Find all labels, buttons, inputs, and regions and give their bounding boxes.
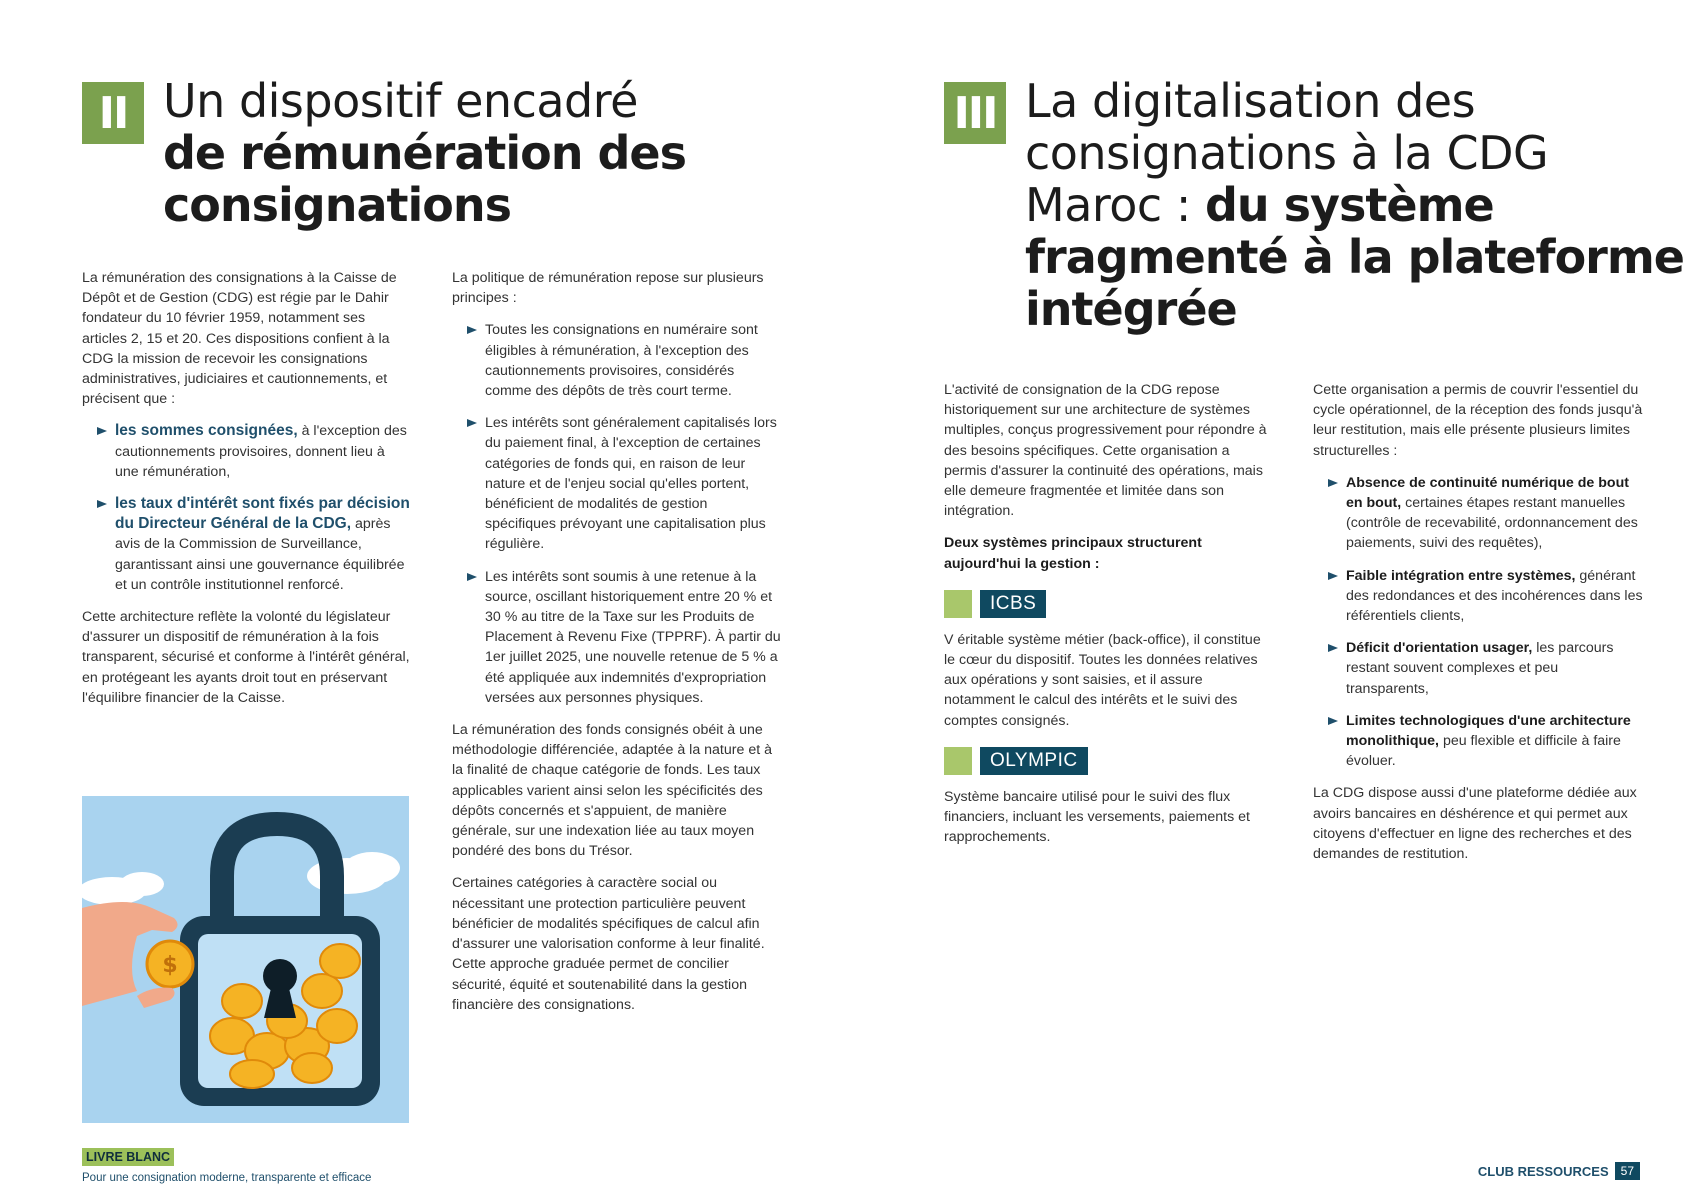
list-item: Les intérêts sont soumis à une retenue à la source, oscillant historiquement entre 20 % et 30 % au titre de la Taxe sur les Produits de Placement à Revenu Fixe (TPPRF). À partir du 1er juillet 2025, une nouvelle retenue de 5 % a été appliquée aux indemnités d'expropriation versées aux personnes physiques. — [452, 567, 782, 708]
paragraph: Système bancaire utilisé pour le suivi des flux financiers, incluant les versements, paiements et rapprochements. — [944, 788, 1250, 846]
subheading: Deux systèmes principaux structurent aujourd'hui la gestion : — [944, 535, 1202, 572]
list-item: Limites technologiques d'une architecture monolithique, peu flexible et difficile à faire évoluer. — [1313, 711, 1643, 772]
club-ressources-label: CLUB RESSOURCES — [1477, 1163, 1609, 1179]
list-item: les taux d'intérêt sont fixés par décision du Directeur Général de la CDG, après avis de la Commission de Surveillance, garantissant ainsi une gouvernance équilibrée et un contrôle institutionnel renforcé. — [82, 494, 412, 595]
tag-label: OLYMPIC — [980, 747, 1088, 775]
column-1 — [82, 268, 412, 720]
paragraph: La CDG dispose aussi d'une plateforme dédiée aux avoirs bancaires en déshérence et qui permet aux citoyens d'effectuer en ligne des recherches et des demandes de restitution. — [1313, 785, 1637, 863]
footer-left — [82, 1148, 371, 1184]
title-line: consignations à la CDG — [1025, 126, 1549, 180]
list-item: les sommes consignées, à l'exception des cautionnements provisoires, donnent lieu à une rémunération, — [82, 421, 412, 482]
bullet-list — [1313, 473, 1643, 772]
bullet-list — [452, 320, 782, 708]
section-title-left — [163, 75, 686, 231]
arrow-bullet-icon — [1328, 479, 1338, 487]
arrow-bullet-icon — [467, 573, 477, 581]
svg-text:$: $ — [162, 953, 178, 978]
bullet-list — [82, 421, 412, 595]
list-item: Les intérêts sont généralement capitalisés lors du paiement final, à l'exception de certaines catégories de fonds qui, en raison de leur nature et de l'enjeu social qu'elles portent, bénéficient de modalités de gestion spécifiques prévoyant une capitalisation plus régulière. — [452, 413, 782, 554]
title-line: consignations — [163, 178, 511, 232]
list-item: Absence de continuité numérique de bout en bout, certaines étapes restant manuelles (contrôle de recevabilité, ordonnancement des paiements, suivi des requêtes), — [1313, 473, 1643, 554]
paragraph: L'activité de consignation de la CDG repose historiquement sur une architecture de systèmes multiples, conçus progressivement pour répondre à des besoins spécifiques. Cette organisation a permis d'assurer la continuité des opérations, mais elle demeure fragmentée et limitée dans son intégration. — [944, 382, 1267, 520]
paragraph: La politique de rémunération repose sur plusieurs principes : — [452, 270, 764, 307]
title-line: La digitalisation des — [1025, 74, 1476, 128]
arrow-bullet-icon — [1328, 717, 1338, 725]
section-numeral-ii: II — [82, 82, 144, 144]
column-4 — [1313, 380, 1643, 876]
title-line: de rémunération des — [163, 126, 687, 180]
arrow-bullet-icon — [1328, 572, 1338, 580]
livre-blanc-badge: LIVRE BLANC — [82, 1148, 174, 1166]
paragraph: La rémunération des fonds consignés obéit à une méthodologie différenciée, adaptée à la nature et à la finalité de chaque catégorie de fonds. Les taux applicables varient ainsi selon les spécificités des dépôts concernés et s'appuient, de manière générale, sur une indexation liée au taux moyen pondéré des bons du Trésor. — [452, 722, 772, 860]
footer-subtitle: Pour une consignation moderne, transparente et efficace — [82, 1172, 372, 1184]
system-tag-icbs — [944, 590, 1274, 618]
tag-square-icon — [944, 590, 972, 618]
arrow-bullet-icon — [97, 500, 107, 508]
title-line: Maroc : du système — [1025, 178, 1494, 232]
section-title-right — [1025, 75, 1684, 335]
paragraph: La rémunération des consignations à la Caisse de Dépôt et de Gestion (CDG) est régie par le Dahir fondateur du 10 février 1959, notamment ses articles 2, 15 et 20. Ces dispositions confient à la CDG la mission de recevoir les consignations administratives, judiciaires et cautionnements, et précisent que : — [82, 270, 397, 408]
paragraph: Cette organisation a permis de couvrir l'essentiel du cycle opérationnel, de la réception des fonds jusqu'à leur restitution, mais elle présente plusieurs limites structurelles : — [1313, 382, 1643, 459]
title-line: Un dispositif encadré — [163, 74, 638, 128]
tag-label: ICBS — [980, 590, 1046, 618]
arrow-bullet-icon — [1328, 644, 1338, 652]
tag-square-icon — [944, 747, 972, 775]
column-3 — [944, 380, 1274, 859]
padlock-coins-illustration — [82, 796, 409, 1123]
arrow-bullet-icon — [97, 427, 107, 435]
list-item: Faible intégration entre systèmes, générant des redondances et des incohérences dans les référentiels clients, — [1313, 566, 1643, 627]
paragraph: Cette architecture reflète la volonté du législateur d'assurer un dispositif de rémunération à la fois transparent, sécurisé et conforme à l'intérêt général, en protégeant les ayants droit tout en préservant l'équilibre financier de la Caisse. — [82, 609, 410, 706]
list-item: Déficit d'orientation usager, les parcours restant souvent complexes et peu transparents, — [1313, 638, 1643, 699]
paragraph: Certaines catégories à caractère social ou nécessitant une protection particulière peuvent bénéficier de modalités spécifiques de calcul afin d'assurer une valorisation conforme à leur finalité. Cette approche graduée permet de concilier sécurité, équité et soutenabilité dans la gestion financière des consignations. — [452, 875, 765, 1013]
system-tag-olympic — [944, 747, 1274, 775]
title-line: fragmenté à la plateforme — [1025, 230, 1684, 284]
section-numeral-iii: III — [944, 82, 1006, 144]
arrow-bullet-icon — [467, 419, 477, 427]
arrow-bullet-icon — [467, 326, 477, 334]
footer-right — [1478, 1162, 1640, 1180]
title-line: intégrée — [1025, 282, 1237, 336]
list-item: Toutes les consignations en numéraire sont éligibles à rémunération, à l'exception des cautionnements provisoires, considérés comme des dépôts de très court terme. — [452, 320, 782, 401]
paragraph: V éritable système métier (back-office), il constitue le cœur du dispositif. Toutes les données relatives aux opérations y sont saisies, et il assure notamment le calcul des intérêts et le suivi des comptes consignés. — [944, 631, 1261, 729]
page-number: 57 — [1615, 1162, 1640, 1180]
column-2 — [452, 268, 782, 1027]
